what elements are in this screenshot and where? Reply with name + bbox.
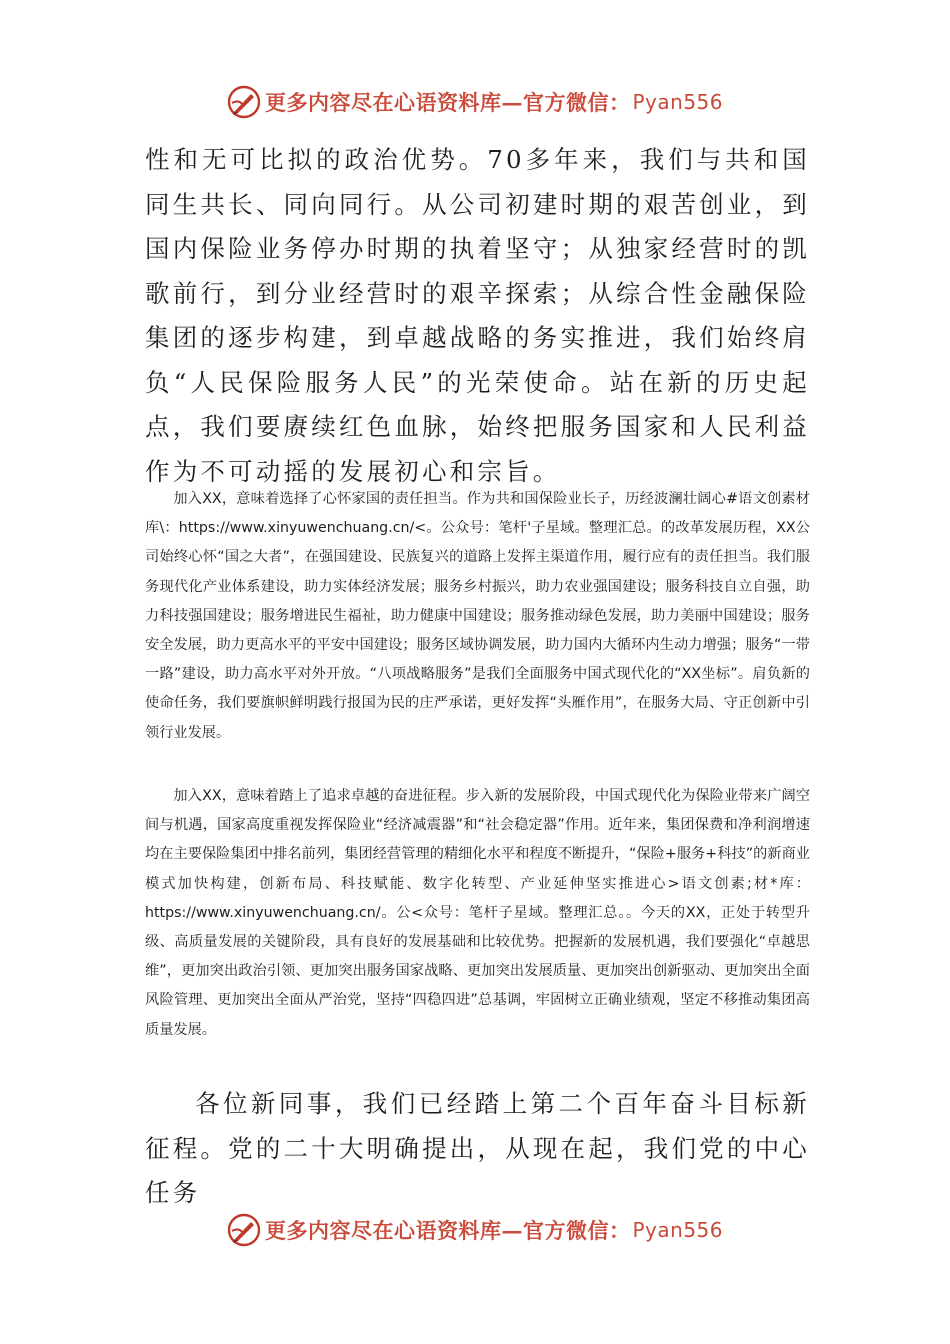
body-paragraph-large-2: 各位新同事，我们已经踏上第二个百年奋斗目标新征程。党的二十大明确提出，从现在起，我们党的中心任务 xyxy=(145,1089,810,1207)
body-paragraph-large-1: 性和无可比拟的政治优势。70多年来，我们与共和国同生共长、同向同行。从公司初建时期的艰苦创业，到国内保险业务停办时期的执着坚守；从独家经营时的凯歌前行，到分业经营时的艰辛探索；从综合性金融保险集团的逐步构建，到卓越战略的务实推进，我们始终肩负“人民保险服务人民”的光荣使命。站在新的历史起点，我们要赓续红色血脉，始终把服务国家和人民利益作为不可动摇的发展初心和宗旨。 xyxy=(145,145,810,486)
body-paragraph-small-2: 加入XX，意味着踏上了追求卓越的奋进征程。步入新的发展阶段，中国式现代化为保险业带来广阔空间与机遇，国家高度重视发挥保险业“经济减震器”和“社会稳定器”作用。近年来，集团保费和净利润增速均在主要保险集团中排名前列，集团经营管理的精细化水平和程度不断提升，“保险+服务+科技”的新商业模式加快构建，创新布局、科技赋能、数字化转型、产业延伸坚实推进心>语文创素;材*库：https://www.xinyuwenchuang.cn/。公<众号：笔杆子星域。整理汇总。。今天的XX，正处于转型升级、高质量发展的关键阶段，具有良好的发展基础和比较优势。把握新的发展机遇，我们要强化“卓越思维”，更加突出政治引领、更加突出服务国家战略、更加突出发展质量、更加突出创新驱动、更加突出全面风险管理、更加突出全面从严治党，坚持“四稳四进”总基调，牢固树立正确业绩观，坚定不移推动集团高质量发展。 xyxy=(145,788,810,1038)
body-paragraph-small-1: 加入XX，意味着选择了心怀家国的责任担当。作为共和国保险业长子，历经波澜壮阔心#语文创素材库\：https://www.xinyuwenchuang.cn/<。公众号：笔杆'子星域。整理汇总。的改革发展历程，XX公司始终心怀“国之大者”，在强国建设、民族复兴的道路上发挥主渠道作用，履行应有的责任担当。我们服务现代化产业体系建设，助力实体经济发展；服务乡村振兴，助力农业强国建设；服务科技自立自强，助力科技强国建设；服务增进民生福祉，助力健康中国建设；服务推动绿色发展，助力美丽中国建设；服务安全发展，助力更高水平的平安中国建设；服务区域协调发展，助力国内大循环内生动力增强；服务“一带一路”建设，助力高水平对外开放。“八项战略服务”是我们全面服务中国式现代化的“XX坐标”。肩负新的使命任务，我们要旗帜鲜明践行报国为民的庄严承诺，更好发挥“头雁作用”，在服务大局、守正创新中引领行业发展。 xyxy=(145,491,810,741)
footer-banner-wechat-id: Pyan556 xyxy=(632,1218,723,1242)
footer-banner xyxy=(0,1210,950,1250)
header-banner-wechat-id: Pyan556 xyxy=(632,90,723,114)
pen-logo-icon xyxy=(227,85,261,119)
pen-logo-icon xyxy=(227,1213,261,1247)
header-banner-text: 更多内容尽在心语资料库—官方微信： xyxy=(264,90,631,115)
footer-banner-text: 更多内容尽在心语资料库—官方微信： xyxy=(264,1218,631,1243)
header-banner xyxy=(0,82,950,122)
